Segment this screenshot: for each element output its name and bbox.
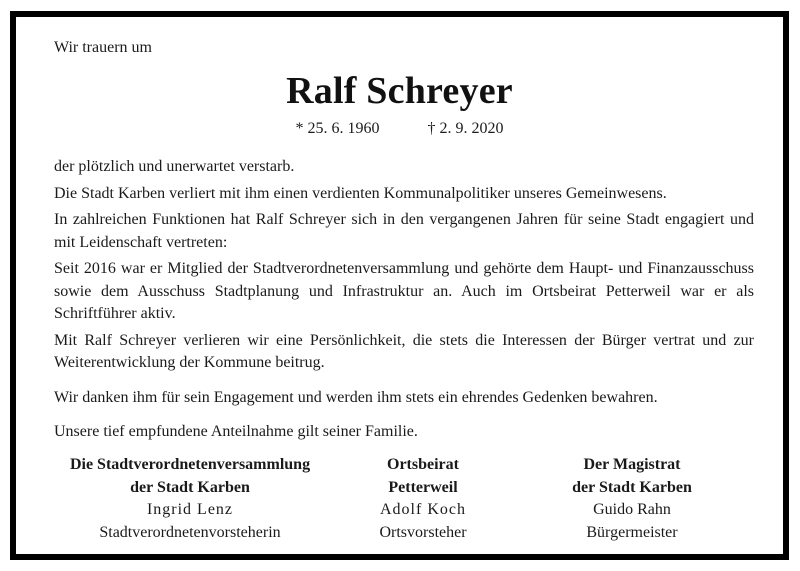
org-name: der Stadt Karben — [130, 478, 250, 496]
paragraph: Mit Ralf Schreyer verlieren wir eine Persönlichkeit, die stets die Interessen der Bürger vertrat und zur Weiterentwicklung der Kommune beitrug. — [54, 331, 754, 371]
org-name: Der Magistrat — [583, 456, 681, 473]
paragraph: der plötzlich und unerwartet verstarb. — [54, 158, 295, 175]
org-name: Die Stadtverordnetenversammlung — [69, 456, 311, 473]
paragraph: Die Stadt Karben verliert mit ihm einen verdienten Kommunalpolitiker unseres Gemeinwesens. — [54, 184, 667, 202]
birth-date: * 25. 6. 1960 — [295, 120, 380, 137]
signatory-name: Guido Rahn — [593, 501, 671, 518]
org-name: Ortsbeirat — [387, 456, 459, 473]
obituary-frame — [10, 11, 789, 560]
intro-text: Wir trauern um — [54, 39, 152, 56]
paragraph: Unsere tief empfundene Anteilnahme gilt seiner Familie. — [54, 423, 418, 440]
obituary-body — [54, 156, 754, 450]
signatory-name: Ingrid Lenz — [146, 501, 234, 518]
signatory-role: Ortsvorsteher — [379, 523, 467, 541]
signature-council — [54, 454, 326, 544]
paragraph: In zahlreichen Funktionen hat Ralf Schreyer sich in den vergangenen Jahren für seine Stadt engagiert und mit Leidenschaft vertreten: — [54, 211, 754, 251]
signatory-name: Adolf Koch — [380, 501, 466, 518]
org-name: Petterweil — [388, 478, 458, 496]
signature-magistrate — [534, 454, 730, 544]
death-date: † 2. 9. 2020 — [427, 120, 504, 137]
paragraph: Wir danken ihm für sein Engagement und werden ihm stets ein ehrendes Gedenken bewahren. — [54, 388, 658, 406]
org-name: der Stadt Karben — [572, 478, 692, 496]
deceased-name: Ralf Schreyer — [286, 70, 513, 112]
paragraph: Seit 2016 war er Mitglied der Stadtverordnetenversammlung und gehörte dem Haupt- und Finanzausschuss sowie dem Ausschuss Stadtplanung und Infrastruktur an. Auch im Ortsbeirat Petterweil war er als Schriftführer aktiv. — [54, 260, 754, 322]
signatory-role: Stadtverordnetenvorsteherin — [99, 523, 281, 541]
signature-district — [366, 454, 480, 544]
life-dates — [16, 120, 783, 138]
signatory-role: Bürgermeister — [586, 523, 678, 541]
